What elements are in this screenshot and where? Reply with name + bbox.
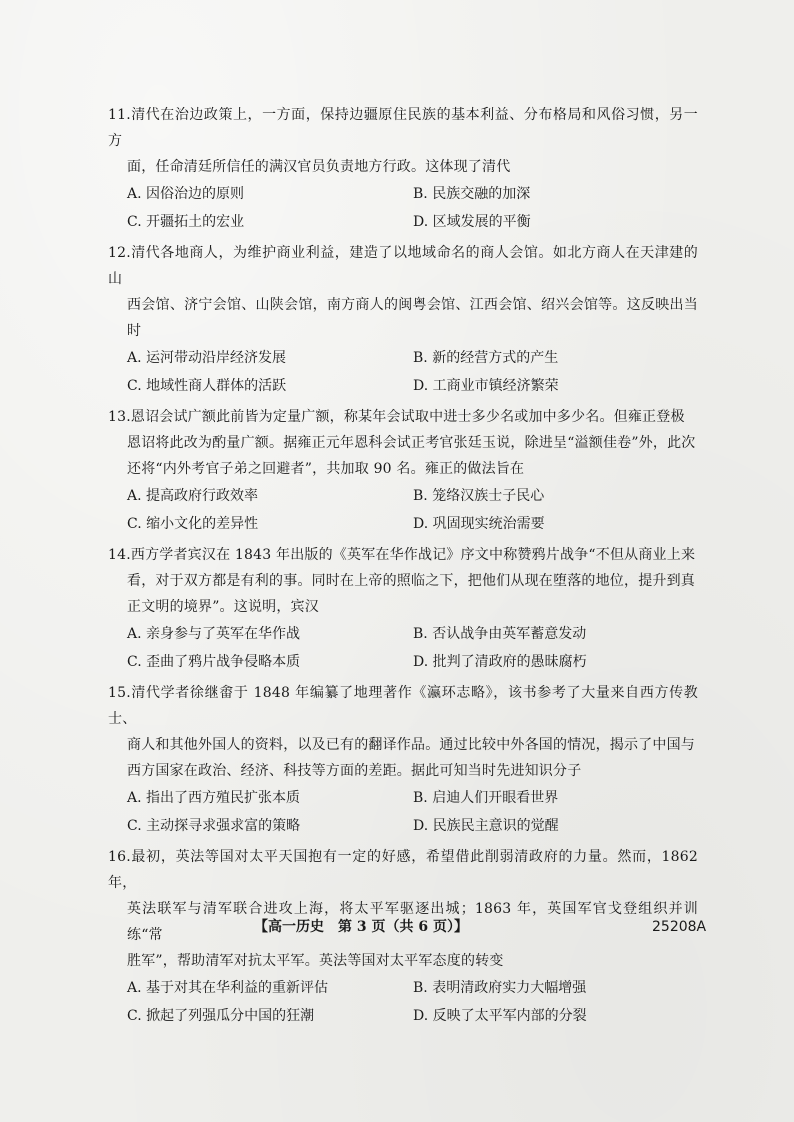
option-grid: [108, 482, 698, 538]
option-b: B. 启迪人们开眼看世界: [413, 790, 559, 806]
question-stem-line: 恩诏将此改为酌量广额。据雍正元年恩科会试正考官张廷玉说，除进呈“溢额佳卷”外，此次: [127, 435, 696, 451]
question-stem-line: 15.清代学者徐继畬于 1848 年编纂了地理著作《瀛环志略》，该书参考了大量来自西方传教士、: [108, 685, 698, 727]
question-stem-line: 西方国家在政治、经济、科技等方面的差距。据此可知当时先进知识分子: [127, 763, 582, 779]
option-c: C. 地域性商人群体的活跃: [127, 378, 287, 394]
question-stem-line: 11.清代在治边政策上，一方面，保持边疆原住民族的基本利益、分布格局和风俗习惯，另一方: [108, 107, 698, 149]
question-14: [108, 542, 698, 676]
option-c: C. 开疆拓土的宏业: [127, 214, 245, 230]
option-d: D. 区域发展的平衡: [413, 214, 531, 230]
question-stem-line: 正文明的境界”。这说明，宾汉: [127, 599, 319, 615]
question-stem-line: 13.恩诏会试广额此前皆为定量广额，称某年会试取中进士多少名或加中多少名。但雍正登极: [108, 409, 685, 425]
option-a: A. 亲身参与了英军在华作战: [127, 626, 301, 642]
option-b: B. 笼络汉族士子民心: [413, 488, 545, 504]
question-stem-line: 英法联军与清军联合进攻上海，将太平军驱逐出城；1863 年，英国军官戈登组织并训练“常: [127, 901, 698, 943]
option-a: A. 指出了西方殖民扩张本质: [127, 790, 301, 806]
option-a: A. 因俗治边的原则: [127, 186, 245, 202]
question-11: [108, 102, 698, 236]
option-c: C. 缩小文化的差异性: [127, 516, 259, 532]
option-b: B. 民族交融的加深: [413, 186, 531, 202]
option-grid: [108, 974, 698, 1030]
exam-code: 25208A: [652, 919, 707, 935]
option-b: B. 否认战争由英军蓄意发动: [413, 626, 587, 642]
question-stem-line: 还将“内外考官子弟之回避者”，共加取 90 名。雍正的做法旨在: [127, 461, 525, 477]
option-d: D. 工商业市镇经济繁荣: [413, 378, 559, 394]
option-a: A. 提高政府行政效率: [127, 488, 259, 504]
question-stem-line: 面，任命清廷所信任的满汉官员负责地方行政。这体现了清代: [127, 159, 511, 175]
option-c: C. 歪曲了鸦片战争侵略本质: [127, 654, 301, 670]
question-15: [108, 680, 698, 840]
option-a: A. 基于对其在华利益的重新评估: [127, 980, 329, 996]
option-d: D. 民族民主意识的觉醒: [413, 818, 559, 834]
option-grid: [108, 784, 698, 840]
question-stem-line: 西会馆、济宁会馆、山陕会馆，南方商人的闽粤会馆、江西会馆、绍兴会馆等。这反映出当时: [127, 297, 698, 339]
question-stem-line: 胜军”，帮助清军对抗太平军。英法等国对太平军态度的转变: [127, 953, 504, 969]
question-stem-line: 商人和其他外国人的资料，以及已有的翻译作品。通过比较中外各国的情况，揭示了中国与: [127, 737, 695, 753]
option-d: D. 反映了太平军内部的分裂: [413, 1008, 587, 1024]
option-b: B. 新的经营方式的产生: [413, 350, 559, 366]
question-stem-line: 12.清代各地商人，为维护商业利益，建造了以地域命名的商人会馆。如北方商人在天津建的山: [108, 245, 698, 287]
option-grid: [108, 344, 698, 400]
question-12: [108, 240, 698, 400]
page-footer: [0, 914, 794, 940]
footer-title: 【高一历史 第 3 页（共 6 页）】: [254, 919, 468, 935]
option-grid: [108, 620, 698, 676]
option-c: C. 主动探寻求强求富的策略: [127, 818, 301, 834]
option-c: C. 掀起了列强瓜分中国的狂潮: [127, 1008, 315, 1024]
option-b: B. 表明清政府实力大幅增强: [413, 980, 587, 996]
question-13: [108, 404, 698, 538]
question-stem-line: 14.西方学者宾汉在 1843 年出版的《英军在华作战记》序文中称赞鸦片战争“不但从商业上来: [108, 547, 696, 563]
question-stem-line: 看，对于双方都是有利的事。同时在上帝的照临之下，把他们从现在堕落的地位，提升到真: [127, 573, 695, 589]
question-stem-line: 16.最初，英法等国对太平天国抱有一定的好感，希望借此削弱清政府的力量。然而，1862 年，: [108, 849, 698, 891]
option-grid: [108, 180, 698, 236]
option-a: A. 运河带动沿岸经济发展: [127, 350, 287, 366]
option-d: D. 批判了清政府的愚昧腐朽: [413, 654, 587, 670]
option-d: D. 巩固现实统治需要: [413, 516, 545, 532]
question-list: [108, 102, 698, 1030]
